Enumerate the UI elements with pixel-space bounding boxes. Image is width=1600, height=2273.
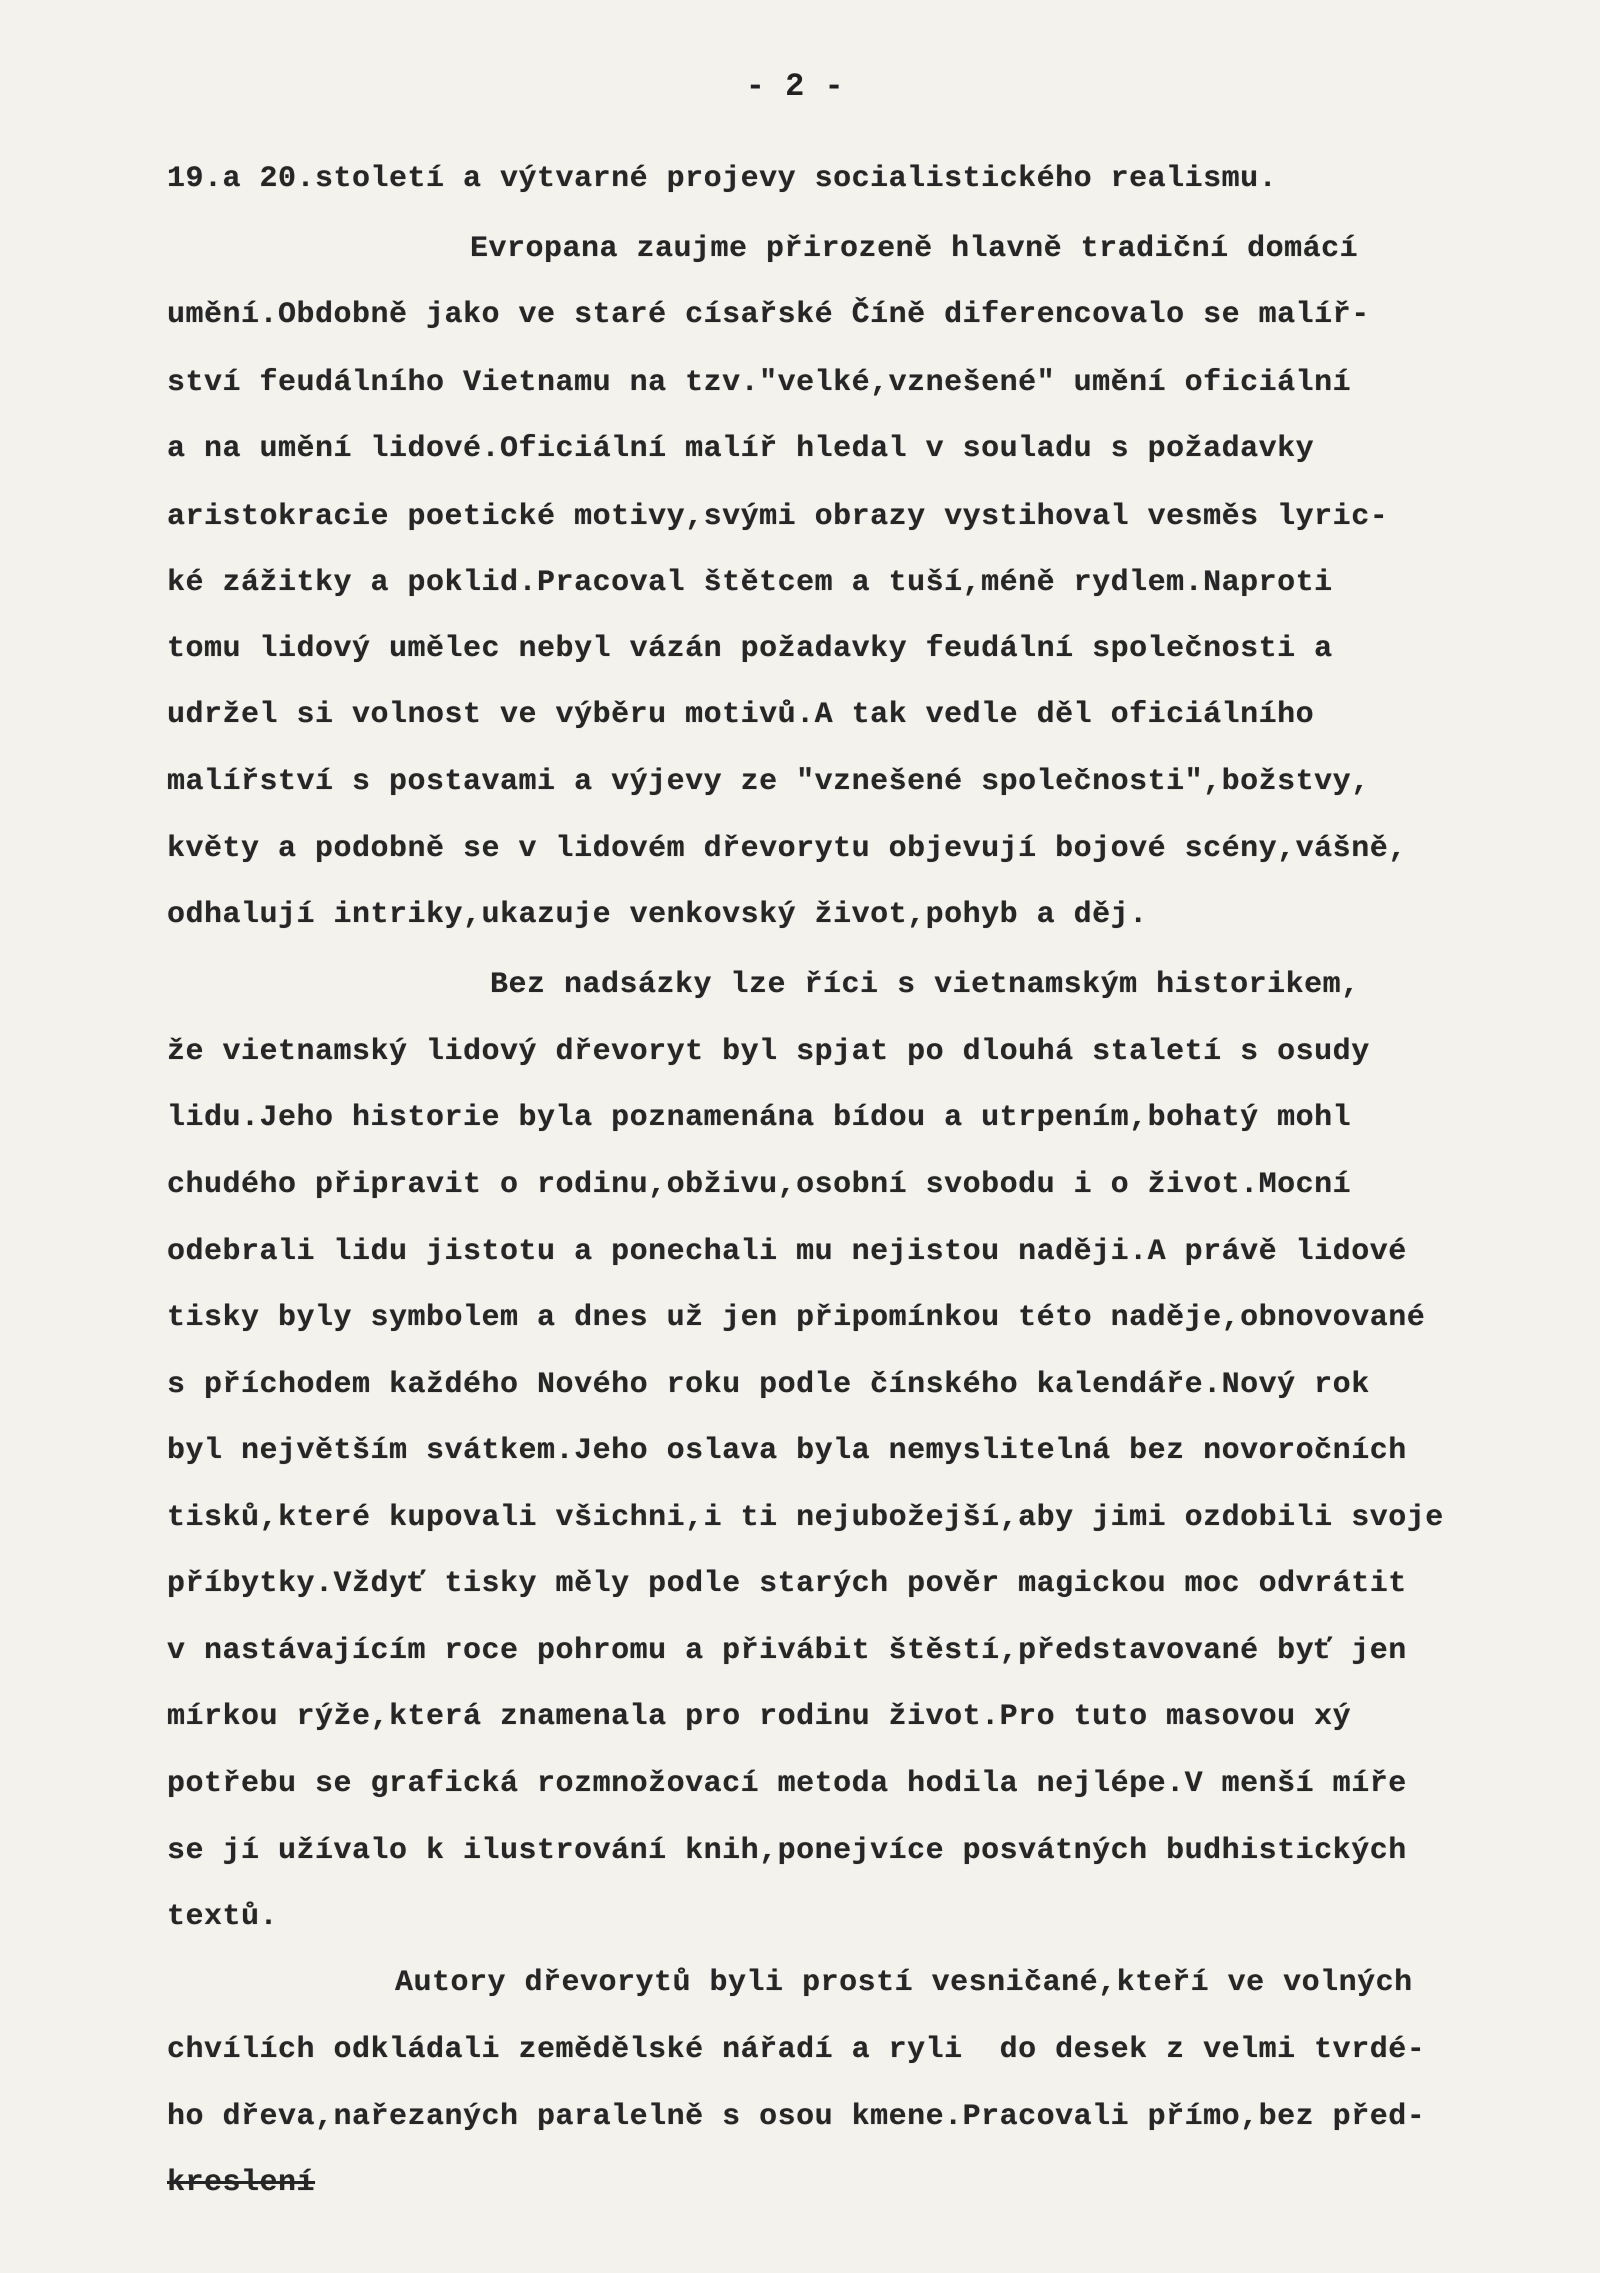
- text-line: textů.: [167, 1900, 279, 1934]
- text-line: Bez nadsázky lze říci s vietnamským historikem,: [490, 968, 1360, 1002]
- text-line: ké zážitky a poklid.Pracoval štětcem a tuší,méně rydlem.Naproti: [167, 566, 1333, 600]
- text-line: chvílích odkládali zemědělské nářadí a ryli do desek z velmi tvrdé-: [167, 2033, 1426, 2067]
- text-line: tisků,které kupovali všichni,i ti nejubožejší,aby jimi ozdobili svoje: [167, 1501, 1444, 1535]
- text-line: malířství s postavami a výjevy ze "vznešené společnosti",božstvy,: [167, 765, 1370, 799]
- text-line: s příchodem každého Nového roku podle čínského kalendáře.Nový rok: [167, 1368, 1370, 1402]
- text-line: 19.a 20.století a výtvarné projevy socialistického realismu.: [167, 162, 1278, 196]
- text-line: odebrali lidu jistotu a ponechali mu nejistou naději.A právě lidové: [167, 1235, 1407, 1269]
- page-number: - 2 -: [745, 68, 845, 105]
- text-line: byl největším svátkem.Jeho oslava byla nemyslitelná bez novoročních: [167, 1434, 1407, 1468]
- text-line: Evropana zaujme přirozeně hlavně tradiční domácí: [470, 232, 1359, 266]
- text-line: odhalují intriky,ukazuje venkovský život,pohyb a děj.: [167, 898, 1148, 932]
- text-line-struck: kreslení: [167, 2166, 316, 2200]
- text-line: potřebu se grafická rozmnožovací metoda hodila nejlépe.V menší míře: [167, 1767, 1407, 1801]
- text-line: umění.Obdobně jako ve staré císařské Číně diferencovalo se malíř-: [167, 298, 1370, 332]
- text-line: tomu lidový umělec nebyl vázán požadavky feudální společnosti a: [167, 632, 1333, 666]
- text-line: mírkou rýže,která znamenala pro rodinu život.Pro tuto masovou xý: [167, 1700, 1352, 1734]
- text-line: tisky byly symbolem a dnes už jen připomínkou této naděje,obnovované: [167, 1301, 1426, 1335]
- text-line: příbytky.Vždyť tisky měly podle starých pověr magickou moc odvrátit: [167, 1567, 1407, 1601]
- text-line: udržel si volnost ve výběru motivů.A tak vedle děl oficiálního: [167, 698, 1315, 732]
- text-line: lidu.Jeho historie byla poznamenána bídou a utrpením,bohatý mohl: [167, 1101, 1352, 1135]
- text-line: a na umění lidové.Oficiální malíř hledal v souladu s požadavky: [167, 432, 1315, 466]
- text-line: aristokracie poetické motivy,svými obrazy vystihoval vesměs lyric-: [167, 500, 1389, 534]
- text-line: ho dřeva,nařezaných paralelně s osou kmene.Pracovali přímo,bez před-: [167, 2100, 1426, 2134]
- text-line: ství feudálního Vietnamu na tzv."velké,vznešené" umění oficiální: [167, 366, 1352, 400]
- text-line: že vietnamský lidový dřevoryt byl spjat po dlouhá staletí s osudy: [167, 1035, 1370, 1069]
- text-line: v nastávajícím roce pohromu a přivábit štěstí,představované byť jen: [167, 1634, 1407, 1668]
- text-line: se jí užívalo k ilustrování knih,ponejvíce posvátných budhistických: [167, 1834, 1407, 1868]
- text-line: květy a podobně se v lidovém dřevorytu objevují bojové scény,vášně,: [167, 832, 1407, 866]
- text-line: chudého připravit o rodinu,obživu,osobní svobodu i o život.Mocní: [167, 1168, 1352, 1202]
- text-line: Autory dřevorytů byli prostí vesničané,kteří ve volných: [395, 1966, 1413, 2000]
